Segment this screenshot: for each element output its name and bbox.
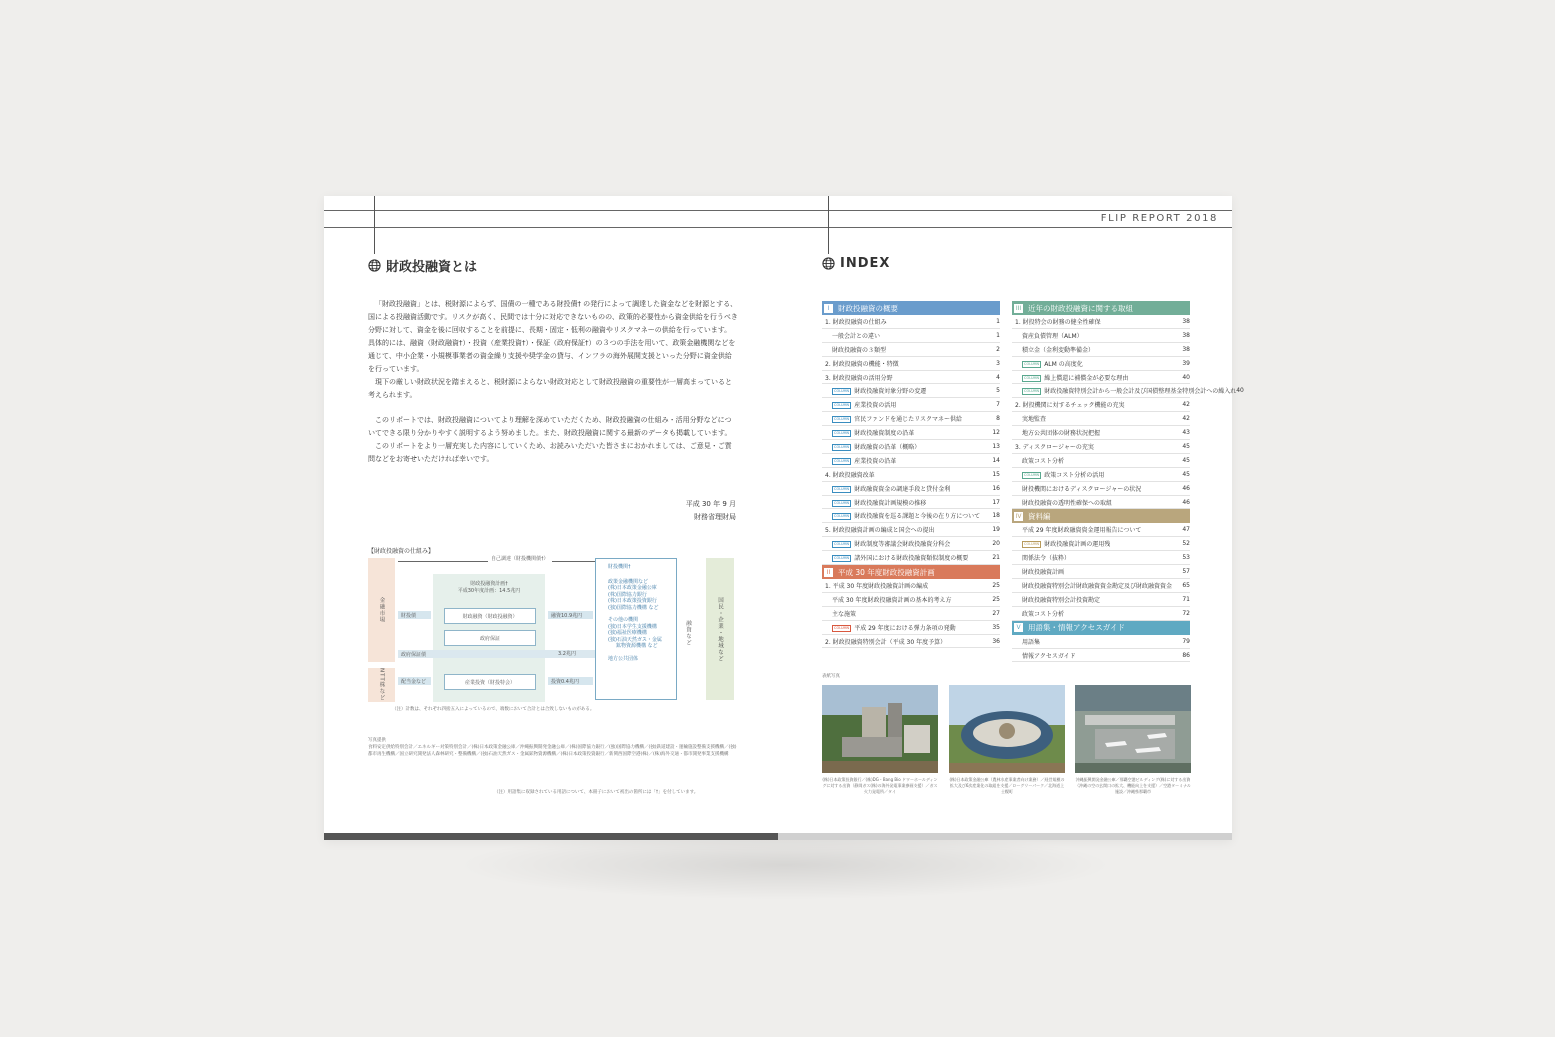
index-entry[interactable]: [822, 621, 1000, 635]
entry-title: [1012, 456, 1172, 465]
entry-page: 40: [1236, 387, 1244, 395]
footnote: （注）用語集に収録されている用語について、本冊子において初出の箇所には「†」を付しています。: [494, 790, 699, 795]
index-entry[interactable]: [822, 537, 1000, 551]
entry-label: 財政投融資計画規模の推移: [854, 499, 927, 507]
plan-amount: 平成30年度計画：14.5兆円: [457, 588, 521, 594]
index-entry[interactable]: [822, 343, 1000, 357]
column-tag: COLUMN: [834, 556, 850, 561]
entry-label: 4. 財政投融資改革: [825, 471, 875, 479]
column-tag: COLUMN: [834, 514, 850, 519]
entry-page: 38: [1182, 317, 1190, 325]
right-guide-line: [828, 196, 829, 254]
other-item: (独)石油天然ガス・金属: [608, 636, 662, 643]
header-rule-bottom: [324, 227, 1232, 228]
entry-label: 財政投融資計画: [1022, 569, 1065, 577]
index-title-text: INDEX: [840, 256, 891, 271]
entry-page: 27: [992, 609, 1000, 617]
index-entry[interactable]: [822, 426, 1000, 440]
column-tag: COLUMN: [1024, 361, 1040, 366]
entry-title: [1012, 595, 1172, 604]
entry-title: [1012, 317, 1172, 326]
section-title: 用語集・情報アクセスガイド: [1028, 623, 1126, 633]
entry-page: 1: [996, 317, 1000, 325]
entry-title: [1012, 525, 1172, 534]
entry-title: [1012, 539, 1172, 548]
index-entry[interactable]: [822, 579, 1000, 593]
entry-title: [1012, 651, 1172, 660]
index-entry[interactable]: [1012, 371, 1190, 385]
index-entry[interactable]: [822, 412, 1000, 426]
entry-label: 1. 財政投融資の仕組み: [825, 318, 887, 326]
column-tag: COLUMN: [834, 403, 850, 408]
entry-page: 3: [996, 359, 1000, 367]
entry-label: 産業投資の活用: [854, 402, 897, 410]
entry-title: [1012, 442, 1172, 451]
intro-paragraph-3: このリポートでは、財政投融資についてより理解を深めていただくため、財政投融資の仕組み・活用分野などについてできる限り分かりやすく説明するよう努めました。また、財政投融資に関する最新のデータも掲載しています。: [368, 416, 732, 437]
entry-title: [822, 539, 982, 548]
entry-title: [822, 553, 982, 562]
entry-label: 1. 平成 30 年度財政投融資計画の編成: [825, 582, 929, 590]
entry-page: 7: [996, 401, 1000, 409]
section-number: IV: [1015, 512, 1022, 520]
guarantee-bond-arrow: 政府保証債: [398, 650, 619, 658]
guarantee-amount: 3.2兆円: [558, 651, 576, 657]
entry-title: [1012, 498, 1172, 507]
entry-page: 45: [1182, 442, 1190, 450]
entry-page: 1: [996, 331, 1000, 339]
index-entry[interactable]: [1012, 579, 1190, 593]
entry-title: [1012, 386, 1236, 395]
entry-title: [1012, 470, 1172, 479]
entry-label: 官民ファンドを通じたリスクマネー供給: [854, 416, 962, 424]
entry-page: 39: [1182, 359, 1190, 367]
index-entry[interactable]: [822, 398, 1000, 412]
index-entry[interactable]: [1012, 593, 1190, 607]
intro-text: [368, 298, 738, 478]
entry-title: [822, 317, 982, 326]
entry-page: 43: [1182, 429, 1190, 437]
entry-title: [822, 581, 982, 590]
header-rule-top: [324, 210, 1232, 211]
index-entry[interactable]: [1012, 551, 1190, 565]
index-section-header: [1012, 301, 1190, 315]
column-tag: COLUMN: [834, 431, 850, 436]
index-entry[interactable]: [822, 468, 1000, 482]
column-tag: COLUMN: [1024, 542, 1040, 547]
section-number: V: [1014, 623, 1023, 632]
entry-page: 52: [1182, 540, 1190, 548]
figure-note: （注）計数は、それぞれ四捨五入によっているので、端数において合計とは合致しないものがある。: [392, 707, 595, 712]
entry-label: 関係法令（抜粋）: [1022, 555, 1071, 563]
index-entry[interactable]: [1012, 565, 1190, 579]
index-entry[interactable]: [822, 371, 1000, 385]
issue-date: 平成 30 年 9 月: [685, 500, 736, 508]
entry-page: 46: [1182, 498, 1190, 506]
entry-page: 16: [992, 484, 1000, 492]
entry-label: ALM の高度化: [1044, 360, 1083, 368]
entry-title: [822, 331, 982, 340]
index-entry[interactable]: [822, 357, 1000, 371]
column-tag: COLUMN: [1024, 472, 1040, 477]
entry-title: [822, 498, 982, 507]
entry-label: 繰上償還に補償金が必要な理由: [1044, 374, 1129, 382]
entry-page: 38: [1182, 331, 1190, 339]
index-entry[interactable]: [1012, 426, 1190, 440]
column-tag: COLUMN: [834, 500, 850, 505]
index-column-right: [1012, 301, 1244, 662]
agencies-box: [595, 558, 677, 700]
index-entry[interactable]: [822, 440, 1000, 454]
index-entry[interactable]: [1012, 496, 1190, 510]
dividend-arrow: 配当金など: [398, 677, 431, 685]
section-title: 財政投融資の概要: [838, 303, 898, 313]
page-shadow: [455, 830, 1115, 900]
credits-title: 写真提供: [368, 738, 386, 743]
index-entry[interactable]: [822, 482, 1000, 496]
entry-label: 政策コスト分析: [1022, 457, 1065, 465]
agency-item: (株)国際協力銀行: [608, 591, 647, 598]
entry-label: 2. 財投機関に対するチェック機能の充実: [1015, 402, 1125, 410]
intro-paragraph-2: 現下の厳しい財政状況を踏まえると、税財源によらない財政対応として財政投融資の重要性が一層高まっていると考えられます。: [368, 378, 732, 399]
entry-label: 財政投融資の透明性確保への取組: [1022, 499, 1113, 507]
entry-label: 政策コスト分析: [1022, 610, 1065, 618]
entry-title: [822, 623, 982, 632]
entry-title: [1012, 637, 1172, 646]
entry-page: 5: [996, 387, 1000, 395]
entry-page: 42: [1182, 415, 1190, 423]
index-entry[interactable]: [1012, 398, 1190, 412]
entry-page: 57: [1182, 568, 1190, 576]
entry-page: 71: [1182, 595, 1190, 603]
column-tag: COLUMN: [834, 542, 850, 547]
bottom-bar-left: [324, 833, 778, 840]
index-entry[interactable]: [822, 607, 1000, 621]
entry-title: [822, 484, 982, 493]
entry-title: [822, 428, 982, 437]
other-item: 鉱物資源機構 など: [616, 643, 658, 649]
entry-label: 財政投融資特別会計から一般会計及び国債整理基金特別会計への繰入れ: [1044, 388, 1237, 396]
entry-label: 財政融資の沿革（概略）: [854, 443, 921, 451]
entry-title: [822, 386, 982, 395]
index-section-header: [1012, 509, 1190, 523]
entry-page: 2: [996, 345, 1000, 353]
column-tag: COLUMN: [1024, 375, 1040, 380]
index-entry[interactable]: [1012, 454, 1190, 468]
index-entry[interactable]: [1012, 329, 1190, 343]
entry-title: [1012, 345, 1172, 354]
column-tag: COLUMN: [834, 444, 850, 449]
entry-label: 実地監査: [1022, 416, 1047, 424]
entry-page: 20: [992, 540, 1000, 548]
index-entry[interactable]: [822, 509, 1000, 523]
section-title: 近年の財政投融資に関する取組: [1028, 303, 1133, 313]
entry-label: 財政投融資計画の運用残: [1044, 541, 1111, 549]
issuer: 財務省理財局: [694, 513, 736, 521]
entry-label: 財政投融資の３類型: [832, 346, 887, 354]
power-plant-photo: [822, 685, 938, 773]
entry-page: 40: [1182, 373, 1190, 381]
index-entry[interactable]: [822, 496, 1000, 510]
entry-label: 平成 29 年度における弾力条項の発動: [854, 624, 956, 632]
section-number: III: [1015, 304, 1022, 312]
entry-title: [822, 470, 982, 479]
entry-title: [822, 414, 982, 423]
entry-title: [1012, 359, 1172, 368]
index-entry[interactable]: [822, 315, 1000, 329]
entry-label: 平成 29 年度財政融資資金運用報告について: [1022, 527, 1142, 535]
entry-page: 17: [992, 498, 1000, 506]
other-item: (独)福祉医療機構: [608, 630, 647, 636]
ntt-shares-box: NTT株など: [368, 668, 395, 702]
index-entry[interactable]: [1012, 384, 1244, 398]
entry-page: 18: [992, 512, 1000, 520]
entry-title: [1012, 400, 1172, 409]
entry-page: 53: [1182, 554, 1190, 562]
left-guide-line: [374, 196, 375, 254]
airport-terminal-photo: [1075, 685, 1191, 773]
entry-page: 15: [992, 470, 1000, 478]
zaitosai-arrow: 財投債: [398, 611, 431, 619]
index-entry[interactable]: [1012, 482, 1190, 496]
entry-title: [1012, 428, 1172, 437]
report-label: FLIP REPORT 2018: [1100, 213, 1218, 224]
entry-label: 3. ディスクロージャーの充実: [1015, 443, 1094, 451]
entry-label: 地方公共団体の財務状況把握: [1022, 430, 1101, 438]
entry-label: 主な施策: [832, 610, 857, 618]
intro-paragraph-1: 「財政投融資」とは、税財源によらず、国債の一種である財投債† の発行によって調達した資金などを財源とする、国による投融資活動です。リスクが高く、民間では十分に対応できないものの、政策的必要性から資金供給を行うべき分野に対して、資金を後に回収することを前提に、長期・固定・低利の融資やリスクマネーの供給を行っています。具体的には、融資（財政融資†）・投資（産業投資†）・保証（政府保証†）の３つの手法を用いて、政策金融機関などを通じて、中小企業・小規模事業者の資金繰り支援や奨学金の貸与、インフラの海外展開支援といった分野に資金供給を行っています。: [368, 300, 738, 373]
local-government: 地方公共団体: [608, 655, 639, 662]
entry-page: 21: [992, 554, 1000, 562]
index-entry[interactable]: [822, 551, 1000, 565]
entry-page: 79: [1182, 637, 1190, 645]
section-number: I: [824, 304, 833, 313]
entry-page: 4: [996, 373, 1000, 381]
entry-page: 14: [992, 456, 1000, 464]
globe-icon: [822, 257, 835, 270]
self-funding-label: 自己調達（財投機関債†）: [488, 555, 552, 562]
entry-label: 2. 財政投融資の機能・特徴: [825, 360, 899, 368]
agency-item: (株)日本政策金融公庫: [608, 585, 657, 591]
photo-caption-3: 沖縄振興開発金融公庫／那覇空港ビルディング(株)に対する出資（沖縄の空の玄関口の拡大、機能向上を支援）／空港ターミナル施設／沖縄県那覇市: [1075, 777, 1191, 794]
entry-label: 5. 財政投融資計画の編成と国会への提出: [825, 527, 935, 535]
index-entry[interactable]: [1012, 523, 1190, 537]
index-section-header: [1012, 621, 1190, 635]
entry-title: [1012, 373, 1172, 382]
entry-label: 2. 財政投融資特別会計（平成 30 年度予算）: [825, 638, 947, 646]
other-item: (独)日本学生支援機構: [608, 623, 657, 630]
signature-block: [686, 498, 736, 524]
index-entry[interactable]: [1012, 440, 1190, 454]
right-page-title: [822, 256, 890, 271]
entry-label: 財政制度等審議会財政投融資分科会: [854, 541, 951, 549]
column-tag: COLUMN: [834, 389, 850, 394]
bottom-bar-right: [778, 833, 1232, 840]
section-title: 資料編: [1028, 511, 1051, 521]
index-entry[interactable]: [1012, 343, 1190, 357]
entry-title: [1012, 609, 1172, 618]
entry-page: 45: [1182, 456, 1190, 464]
entry-title: [822, 373, 982, 382]
index-entry[interactable]: [1012, 357, 1190, 371]
mechanism-diagram: [368, 558, 740, 704]
entry-label: 産業投資の沿革: [854, 457, 897, 465]
index-entry[interactable]: [822, 635, 1000, 649]
entry-page: 72: [1182, 609, 1190, 617]
entry-title: [1012, 553, 1172, 562]
entry-label: 資産負債管理（ALM）: [1022, 332, 1083, 340]
entry-title: [822, 345, 982, 354]
entry-page: 47: [1182, 526, 1190, 534]
industrial-investment-box: 産業投資（財投特会）: [444, 674, 536, 690]
loan-amount-arrow: 融資10.9兆円: [548, 611, 593, 619]
index-entry[interactable]: [822, 329, 1000, 343]
column-tag: COLUMN: [834, 486, 850, 491]
column-tag: COLUMN: [834, 417, 850, 422]
agencies-title: 財投機関†: [608, 564, 631, 570]
entry-label: 平成 30 年度財政投融資計画の基本的考え方: [832, 596, 952, 604]
invest-amount-arrow: 投資0.4兆円: [548, 677, 593, 685]
entry-title: [1012, 331, 1172, 340]
intro-paragraph-4: このリポートをより一層充実した内容にしていくため、お読みいただいた皆さまにおかれましては、ご意見・ご質問などをお寄せいただければ幸いです。: [368, 442, 732, 463]
column-tag: COLUMN: [1024, 389, 1040, 394]
entry-page: 12: [992, 429, 1000, 437]
entry-title: [822, 442, 982, 451]
entry-label: 1. 財投特会の財務の健全性確保: [1015, 318, 1101, 326]
entry-label: 政策コスト分析の活用: [1044, 471, 1105, 479]
entry-page: 8: [996, 415, 1000, 423]
left-page-title: [368, 256, 477, 275]
entry-page: 25: [992, 595, 1000, 603]
photo-caption-2: (株)日本政策金融公庫（農林水産事業者向け業務）／経営規模の拡大及び6次産業化の取組を支援／ローグリーパーク／北海道上士幌町: [949, 777, 1065, 794]
entry-page: 46: [1182, 484, 1190, 492]
entry-label: 財政投融資制度の沿革: [854, 430, 915, 438]
guarantee-box: 政府保証: [444, 630, 536, 646]
figure-title: 【財政投融資の仕組み】: [368, 548, 435, 555]
entry-label: 諸外国における財政投融資類似制度の概要: [854, 555, 969, 563]
globe-icon: [368, 259, 381, 272]
entry-label: 用語集: [1022, 638, 1041, 646]
entry-page: 86: [1182, 651, 1190, 659]
index-entry[interactable]: [1012, 412, 1190, 426]
entry-title: [1012, 414, 1172, 423]
entry-title: [1012, 567, 1172, 576]
entry-label: 財政投融資特別会計投資勘定: [1022, 596, 1101, 604]
left-title-text: 財政投融資とは: [386, 260, 478, 275]
entry-page: 25: [992, 581, 1000, 589]
entry-title: [822, 511, 982, 520]
photo-credits: 食料安定供給特別会計／エネルギー対策特別会計／(株)日本政策金融公庫／沖縄振興開発金融公庫／(株)国際協力銀行／(独)国際協力機構／(独)鉄道建設・運輸施設整備支援機構／(独)都市再生機構／国立研究開発法人森林研究・整備機構／(独)石油天然ガス・金属鉱物資源機構／(株)日本政策投資銀行／新関西国際空港(株)／(株)海外交通・都市開発事業支援機構: [368, 745, 737, 757]
section-number: II: [824, 568, 833, 577]
entry-page: 45: [1182, 470, 1190, 478]
index-column-left: [822, 301, 1000, 648]
entry-title: [822, 400, 982, 409]
entry-title: [822, 456, 982, 465]
agency-item: 政策金融機関など: [608, 578, 649, 585]
entry-title: [822, 595, 982, 604]
index-entry[interactable]: [1012, 315, 1190, 329]
entry-page: 19: [992, 526, 1000, 534]
flow-label: 融資など: [685, 620, 691, 646]
column-tag: COLUMN: [834, 625, 850, 630]
others-title: その他の機関: [608, 617, 639, 623]
fiscal-loan-box: 財政融資（財政投融資）: [444, 608, 536, 624]
entry-title: [822, 359, 982, 368]
entry-label: 財政投融資対象分野の変遷: [854, 388, 927, 396]
column-tag: COLUMN: [834, 458, 850, 463]
entry-label: 3. 財政投融資の活用分野: [825, 374, 893, 382]
entry-label: 一般会計との違い: [832, 332, 881, 340]
index-entry[interactable]: [1012, 635, 1190, 649]
index-entry[interactable]: [822, 593, 1000, 607]
index-section-header: [822, 565, 1000, 579]
entry-title: [822, 637, 982, 646]
entry-title: [1012, 484, 1172, 493]
index-section-header: [822, 301, 1000, 315]
entry-title: [822, 609, 982, 618]
entry-page: 36: [992, 637, 1000, 645]
destination-box: 国民・企業・地域など: [706, 558, 734, 700]
section-title: 平成 30 年度財政投融資計画: [838, 567, 935, 577]
index-entry[interactable]: [1012, 537, 1190, 551]
entry-label: 情報アクセスガイド: [1022, 652, 1076, 660]
agency-item: (独)国際協力機構 など: [608, 604, 659, 611]
photo-caption-1: (株)日本政策投資銀行／(株)DG・Bang Bio ドワーホールディングに対する出資（静岡ガス(株)の海外発電事業参画支援）／ガス火力発電所／タイ: [822, 777, 938, 794]
index-entry[interactable]: [822, 384, 1000, 398]
entry-page: 38: [1182, 345, 1190, 353]
entry-label: 積立金（金利変動準備金）: [1022, 346, 1095, 354]
entry-page: 13: [992, 442, 1000, 450]
entry-page: 35: [992, 623, 1000, 631]
report-spread: [324, 196, 1244, 840]
entry-page: 42: [1182, 401, 1190, 409]
agency-item: (株)日本政策投資銀行: [608, 598, 657, 604]
index-entry[interactable]: [1012, 607, 1190, 621]
entry-label: 財政融資資金の調達手段と貸付金利: [854, 485, 951, 493]
index-entry[interactable]: [822, 523, 1000, 537]
entry-label: 財政投融資特別会計財政融資資金勘定及び財政融資資金: [1022, 582, 1173, 590]
index-entry[interactable]: [1012, 649, 1190, 663]
entry-title: [1012, 581, 1172, 590]
financial-market-box: 金融市場: [368, 558, 395, 662]
entry-page: 65: [1182, 581, 1190, 589]
index-entry[interactable]: [822, 454, 1000, 468]
index-entry[interactable]: [1012, 468, 1190, 482]
entry-label: 財投機関におけるディスクロージャーの状況: [1022, 485, 1142, 493]
cover-photos-label: 表紙写真: [822, 674, 840, 679]
entry-title: [822, 525, 982, 534]
entry-label: 財政投融資を巡る課題と今後の在り方について: [854, 513, 981, 521]
greenhouse-park-photo: [949, 685, 1065, 773]
plan-title: 財政投融資計画†: [470, 581, 508, 587]
